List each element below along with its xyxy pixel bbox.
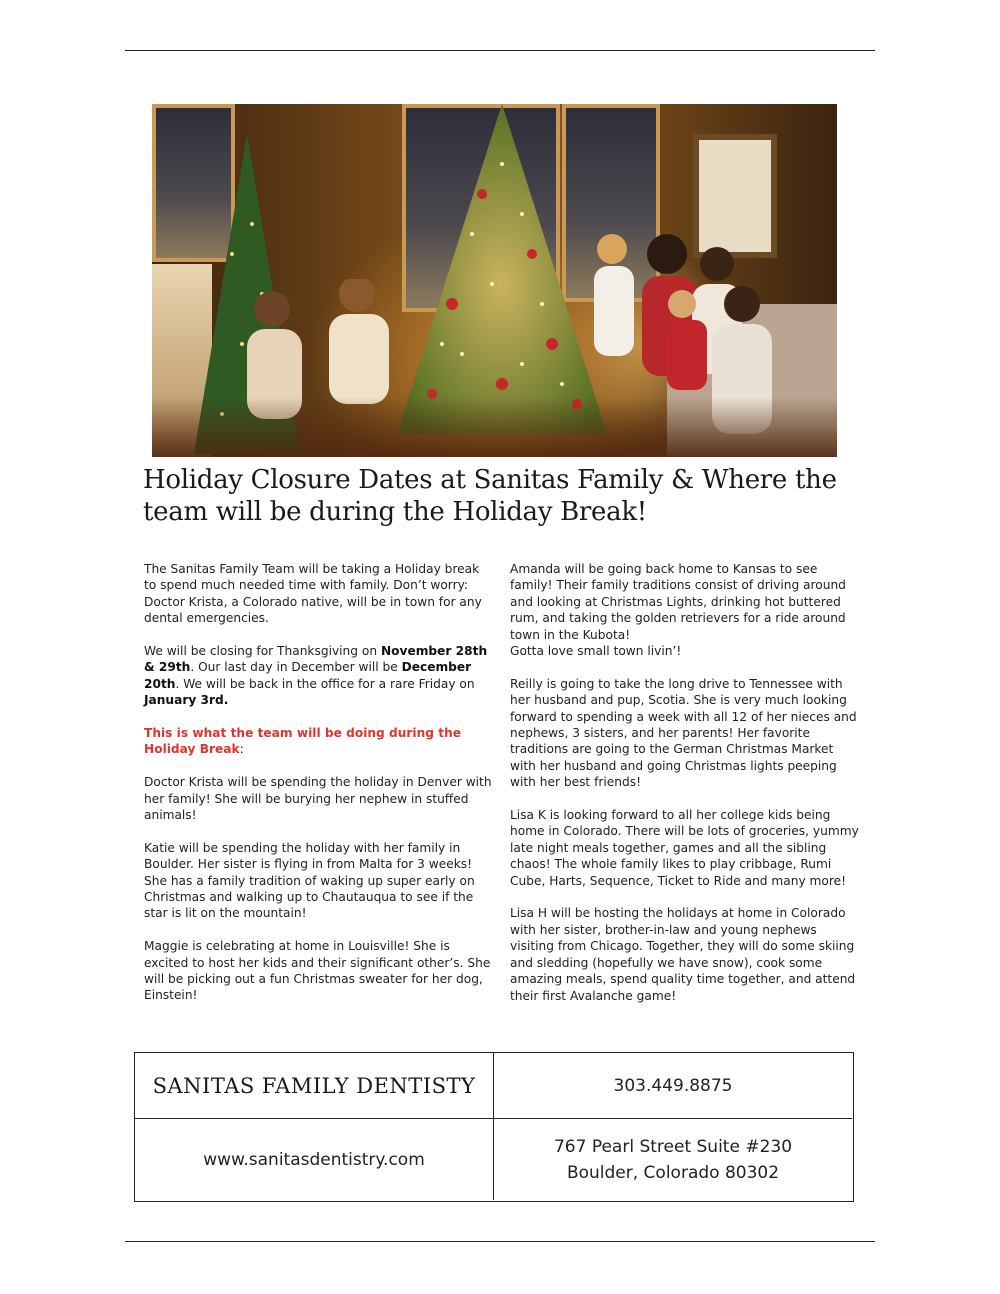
katie-paragraph: Katie will be spending the holiday with her family in Boulder. Her sister is flying in from Malta for 3 weeks! She has a family tradition of waking up super early on Christmas and walking up to Chautauqua to see if the star is lit on the mountain! [144, 840, 475, 921]
bottom-divider [125, 1241, 875, 1242]
break-heading-colon: : [239, 742, 244, 757]
thanksgiving-dates: November 28th & 29th [144, 644, 488, 675]
floor-gifts [152, 397, 837, 457]
maggie-paragraph: Maggie is celebrating at home in Louisville! She is excited to host her kids and their significant other’s. She will be picking out a fun Christmas sweater for her dog, Einstein! [144, 939, 491, 1003]
reilly-paragraph: Reilly is going to take the long drive to Tennessee with her husband and pup, Scotia. She is very much looking forward to spending a week with all 12 of her nieces and nephews, 3 sisters, and her parents! Her favorite traditions are going to the German Christmas Market with her husband and going Christmas lights peeping with her best friends! [510, 676, 857, 790]
address-line-2: Boulder, Colorado 80302 [566, 1162, 780, 1183]
last-day-date: December 20th [144, 660, 472, 691]
break-heading-paragraph [144, 725, 494, 758]
holiday-family-photo [152, 104, 837, 457]
amanda-tail: Gotta love small town livin’! [510, 644, 682, 659]
phone-number[interactable]: 303.449.8875 [613, 1075, 733, 1096]
amanda-text: Amanda will be going back home to Kansas to see family! Their family traditions consist of driving around and looking at Christmas Lights, drinking hot buttered rum, and taking the golden retrievers for a ride around town in the Kubota! [510, 562, 846, 642]
practice-name: SANITAS FAMILY DENTISTY [152, 1073, 476, 1098]
lisa-k-paragraph: Lisa K is looking forward to all her college kids being home in Colorado. There will be lots of groceries, yummy late night meals together, games and all the sibling chaos! The whole family likes to play cribbage, Rumi Cube, Harts, Sequence, Ticket to Ride and many more! [510, 808, 859, 888]
top-divider [125, 50, 875, 51]
krista-paragraph: Doctor Krista will be spending the holiday in Denver with her family! She will be burying her nephew in stuffed animals! [144, 775, 492, 823]
closing-text: . We will be back in the office for a rare Friday on [175, 676, 475, 691]
phone-cell [494, 1053, 852, 1119]
address [554, 1134, 792, 1186]
website-cell [135, 1119, 494, 1200]
left-column [144, 561, 494, 1020]
lisa-h-paragraph: Lisa H will be hosting the holidays at home in Colorado with her sister, brother-in-law and young nephews visiting from Chicago. Together, they will do some skiing and sledding (hopefully we have snow), cook some amazing meals, spend quality time together, and attend their first Avalanche game! [510, 906, 856, 1003]
closing-text: We will be closing for Thanksgiving on [144, 644, 381, 659]
contact-table [134, 1052, 854, 1202]
address-line-1: 767 Pearl Street Suite #230 [553, 1136, 793, 1157]
practice-name-cell [135, 1053, 494, 1119]
christmas-tree-icon [392, 104, 612, 444]
page-title: Holiday Closure Dates at Sanitas Family & Where the team will be during the Holiday Break! [143, 465, 837, 527]
amanda-paragraph [510, 561, 860, 659]
return-date: January 3rd. [144, 693, 229, 708]
closing-text: . Our last day in December will be [190, 660, 402, 675]
intro-paragraph: The Sanitas Family Team will be taking a Holiday break to spend much needed time with family. Don’t worry: Doctor Krista, a Colorado native, will be in town for any dental emergencies. [144, 562, 482, 626]
website-link[interactable]: www.sanitasdentistry.com [203, 1149, 425, 1170]
break-heading: This is what the team will be doing during the Holiday Break [144, 726, 462, 757]
right-column [510, 561, 860, 1020]
closing-dates-paragraph [144, 643, 494, 709]
address-cell [494, 1119, 852, 1200]
